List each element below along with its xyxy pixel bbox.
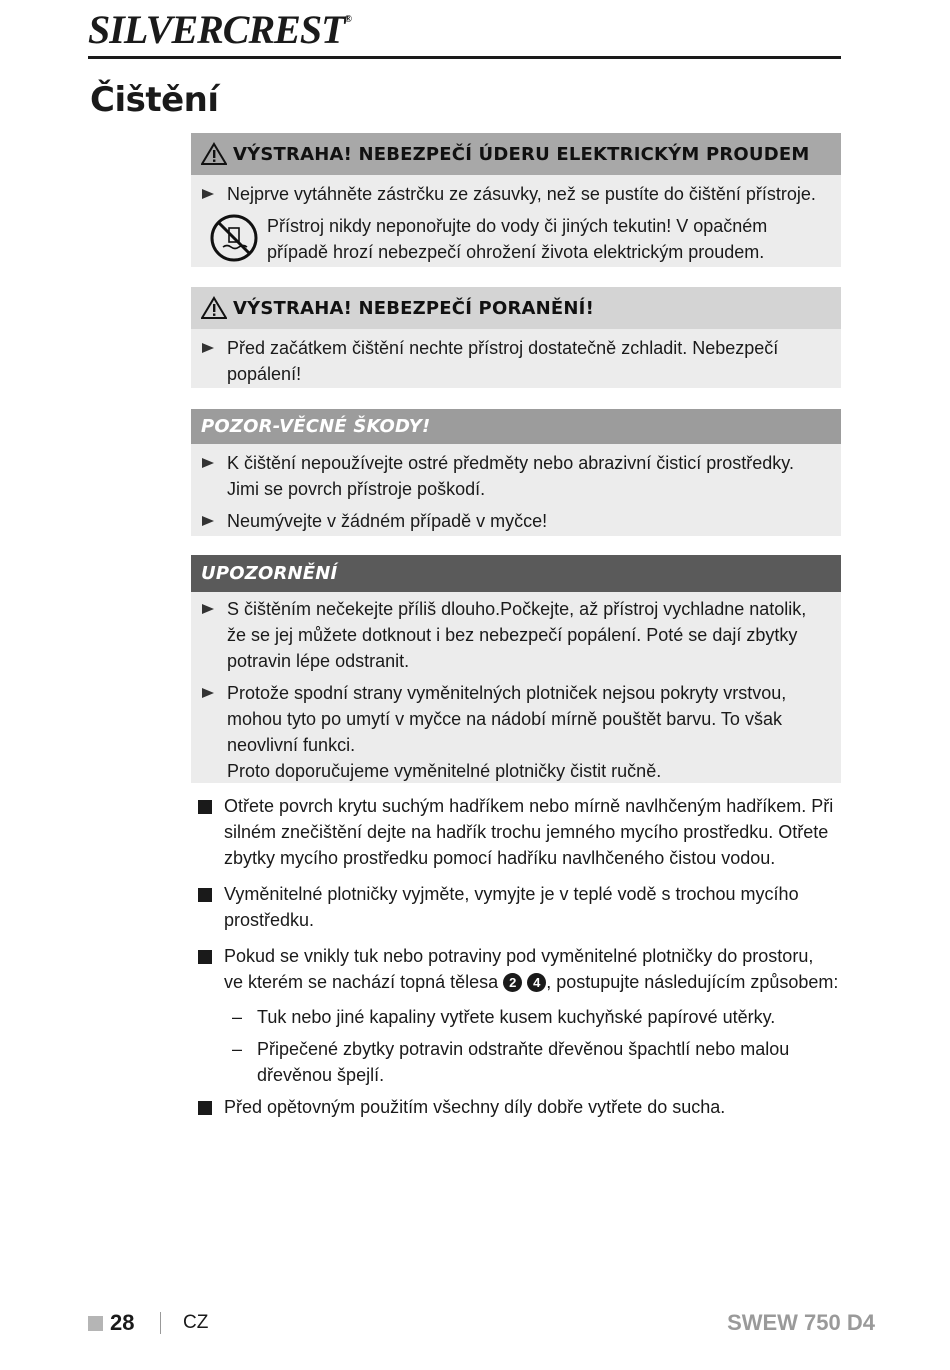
arrow-bullet-icon	[202, 604, 214, 614]
footer-square-icon	[88, 1316, 103, 1331]
warning-title: VÝSTRAHA! NEBEZPEČÍ ÚDERU ELEKTRICKÝM PROUDEM	[233, 143, 810, 165]
electric-shock-warning-box	[191, 133, 841, 267]
sub-step-item: – Připečené zbytky potravin odstraňte dřevěnou špachtlí nebo malou dřevěnou špejlí.	[232, 1039, 790, 1085]
square-bullet-icon	[198, 888, 212, 902]
arrow-bullet-icon	[202, 343, 214, 353]
property-damage-caution-box	[191, 409, 841, 536]
warning-header	[191, 287, 841, 329]
arrow-bullet-icon	[202, 458, 214, 468]
sub-step-item: – Tuk nebo jiné kapaliny vytřete kusem kuchyňské papírové utěrky.	[232, 1007, 776, 1027]
footer-divider	[160, 1312, 161, 1334]
header-rule	[88, 56, 841, 59]
caution-header	[191, 409, 841, 444]
arrow-bullet-icon	[202, 189, 214, 199]
injury-warning-box	[191, 287, 841, 388]
page-number: 28	[110, 1310, 135, 1335]
arrow-bullet-icon	[202, 516, 214, 526]
step-item: Pokud se vnikly tuk nebo potraviny pod vyměnitelné plotničky do prostoru, ve kterém se nachází topná tělesa 2 4 , postupujte následujícím způsobem:	[196, 943, 846, 995]
cleaning-steps	[196, 793, 846, 1120]
caution-title: POZOR-VĚCNÉ ŠKODY!	[201, 416, 431, 437]
warning-triangle-icon	[201, 296, 227, 320]
bullet-item: S čištěním nečekejte příliš dlouho.Počkejte, až přístroj vychladne natolik, že se jej můžete dotknout i bez nebezpečí popálení. Poté se dají zbytky potravin lépe odstranit.	[191, 596, 821, 674]
warning-header	[191, 133, 841, 175]
bullet-item: Neumývejte v žádném případě v myčce!	[191, 508, 821, 534]
square-bullet-icon	[198, 950, 212, 964]
bullet-item: Protože spodní strany vyměnitelných plotniček nejsou pokryty vrstvou, mohou tyto po umytí v myčce na nádobí mírně pouštět barvu. To však neovlivní funkci. Proto doporučujeme vyměnitelné plotničky čistit ručně.	[191, 680, 821, 784]
model-number: SWEW 750 D4	[727, 1310, 875, 1335]
bullet-item: K čištění nepoužívejte ostré předměty nebo abrazivní čisticí prostředky. Jimi se povrch přístroje poškodí.	[191, 450, 821, 502]
no-immersion-icon	[209, 213, 259, 263]
step-item: Otřete povrch krytu suchým hadříkem nebo mírně navlhčeným hadříkem. Při silném znečištění dejte na hadřík trochu jemného mycího prostředku. Otřete zbytky mycího prostředku pomocí hadříku navlhčeného čistou vodou.	[196, 793, 846, 871]
part-ref-badge: 4	[527, 973, 546, 992]
step-item: Před opětovným použitím všechny díly dobře vytřete do sucha.	[196, 1094, 846, 1120]
square-bullet-icon	[198, 800, 212, 814]
immersion-warning-text: Přístroj nikdy neponořujte do vody či jiných tekutin! V opačném případě hrozí nebezpečí ohrožení života elektrickým proudem.	[267, 216, 768, 262]
note-title: UPOZORNĚNÍ	[201, 563, 338, 584]
language-code: CZ	[183, 1312, 209, 1333]
warning-title: VÝSTRAHA! NEBEZPEČÍ PORANĚNÍ!	[233, 297, 594, 319]
part-ref-badge: 2	[503, 973, 522, 992]
square-bullet-icon	[198, 1101, 212, 1115]
page-footer	[88, 1310, 875, 1340]
note-box	[191, 555, 841, 783]
arrow-bullet-icon	[202, 688, 214, 698]
bullet-item: Před začátkem čištění nechte přístroj dostatečně zchladit. Nebezpečí popálení!	[191, 335, 821, 387]
step-item: Vyměnitelné plotničky vyjměte, vymyjte je v teplé vodě s trochou mycího prostředku.	[196, 881, 846, 933]
note-header	[191, 555, 841, 592]
warning-triangle-icon	[201, 142, 227, 166]
page-title: Čištění	[90, 80, 219, 120]
brand-logo: SILVERCREST®	[88, 7, 352, 52]
bullet-item: Nejprve vytáhněte zástrčku ze zásuvky, než se pustíte do čištění přístroje.	[191, 181, 821, 207]
